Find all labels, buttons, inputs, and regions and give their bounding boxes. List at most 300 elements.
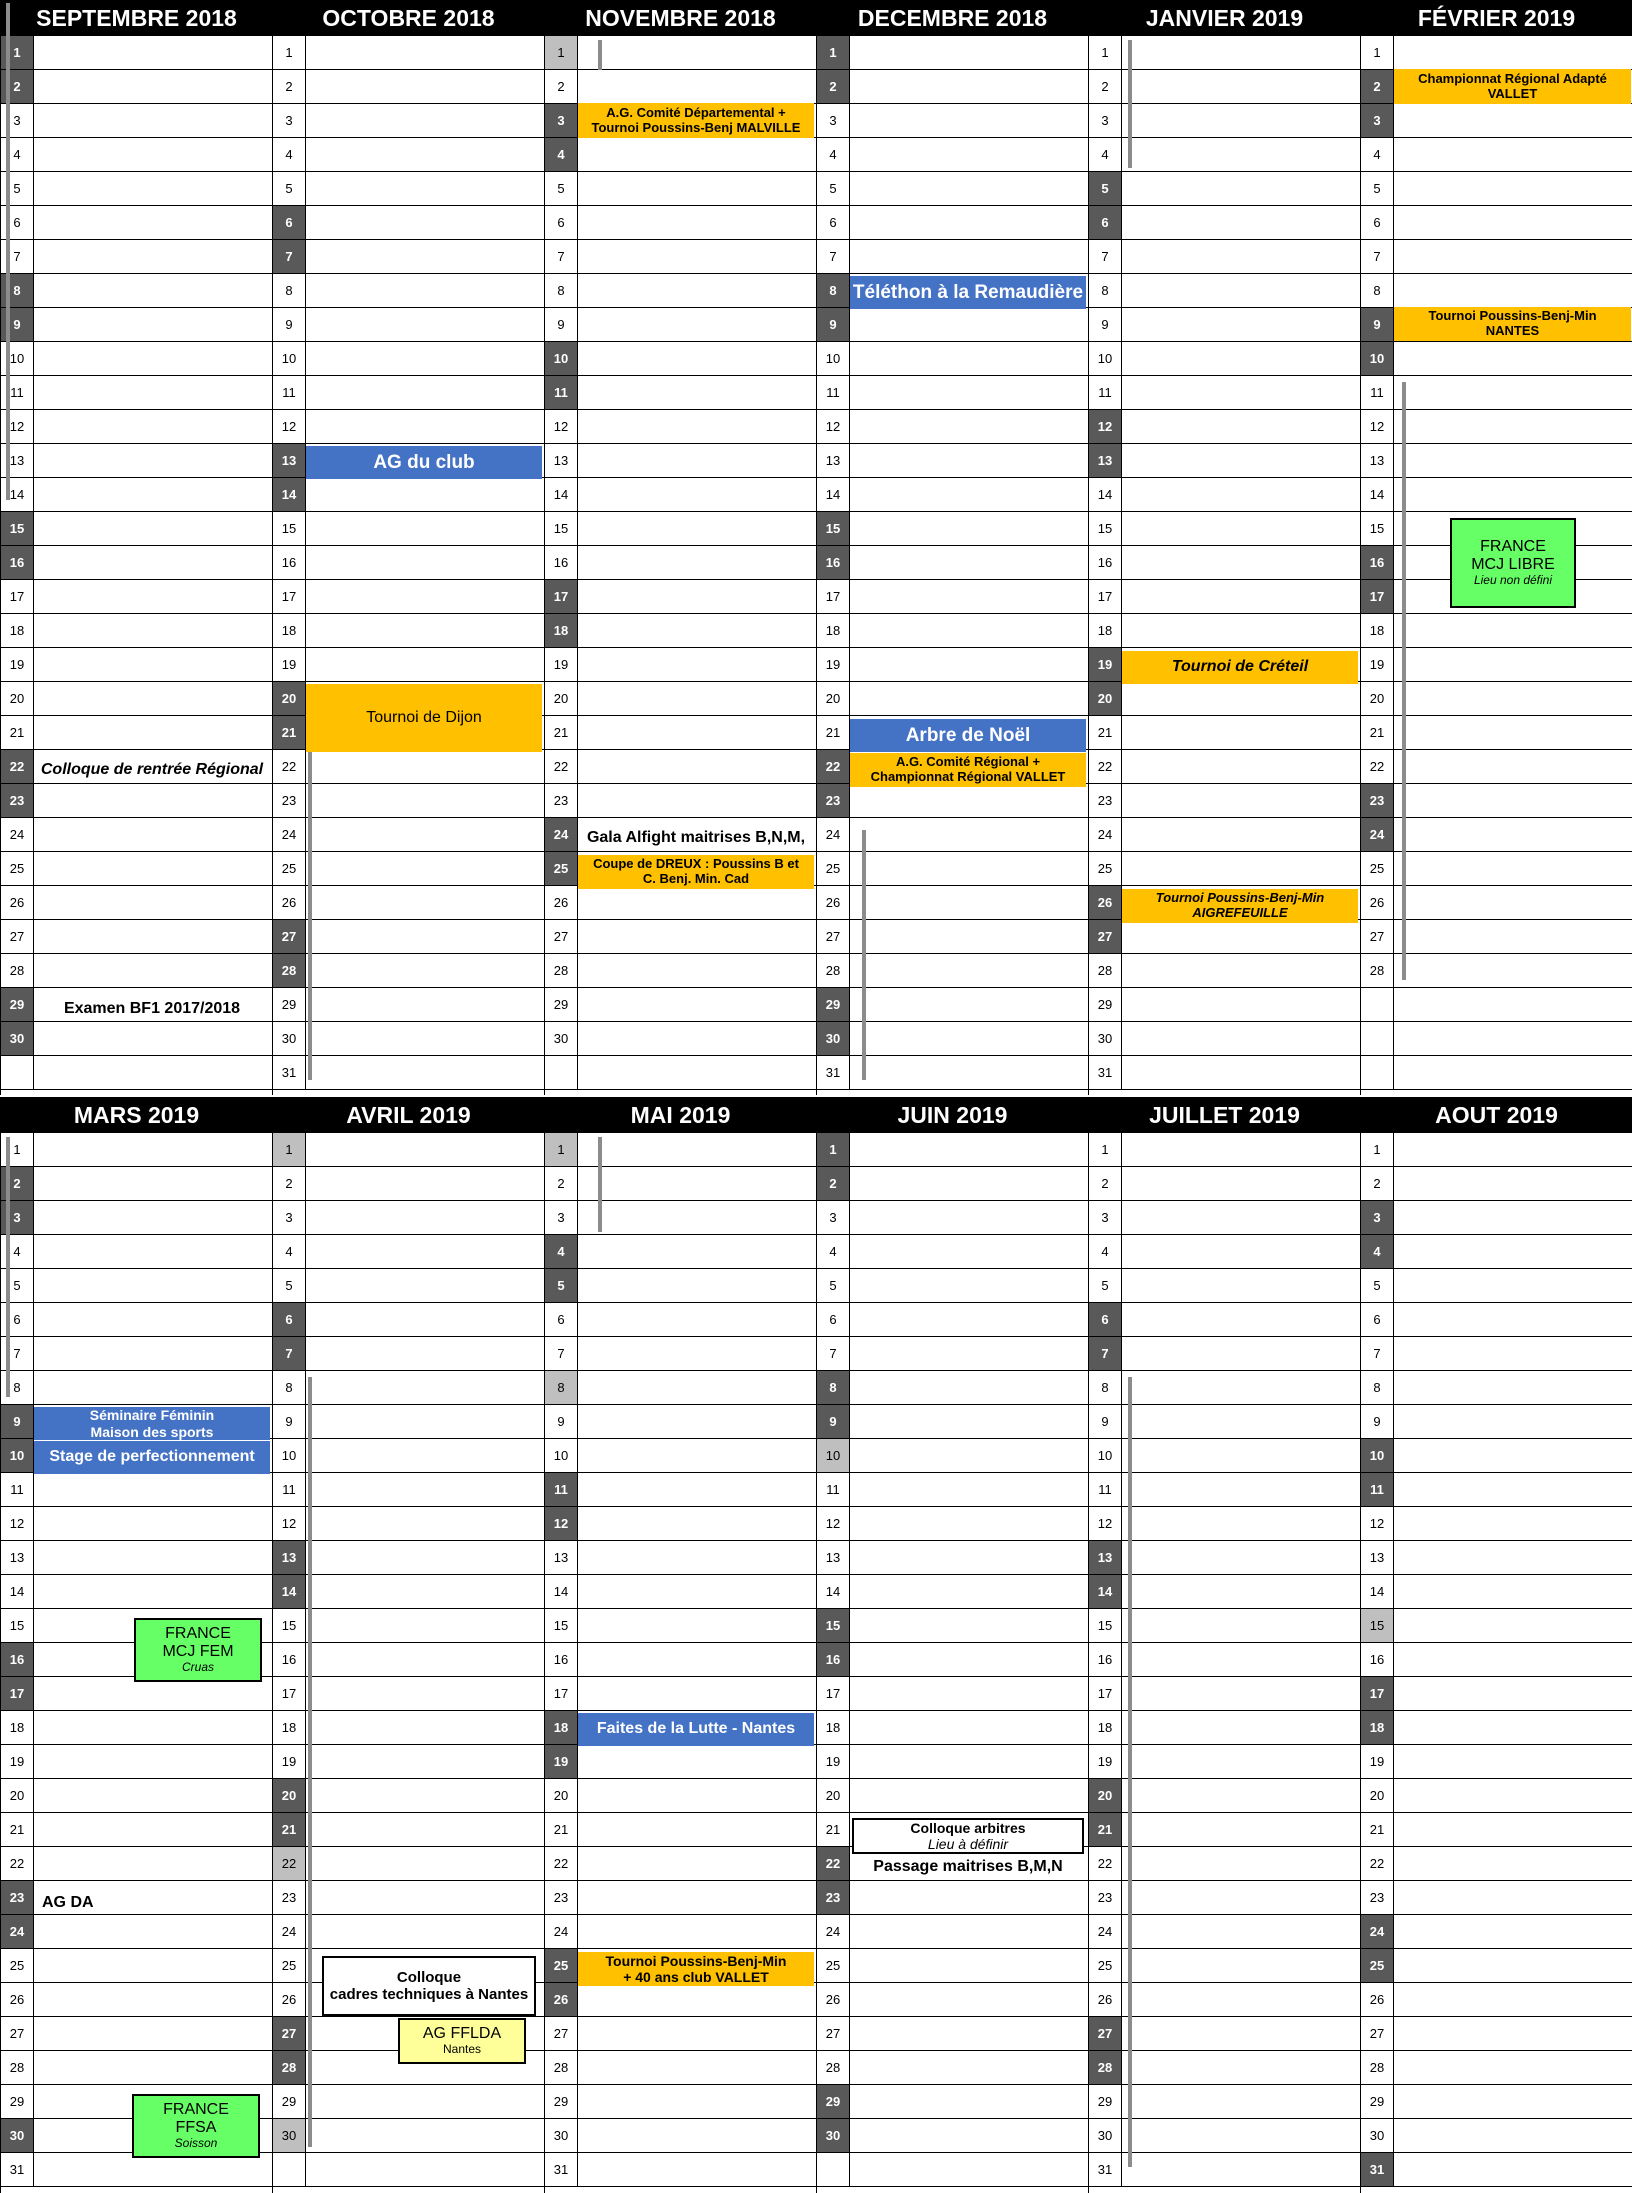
day-row bbox=[1, 308, 272, 342]
day-number: 14 bbox=[273, 478, 306, 511]
day-row bbox=[1361, 1949, 1632, 1983]
day-number: 28 bbox=[1, 954, 34, 987]
day-number: 3 bbox=[1361, 1201, 1394, 1234]
day-number: 1 bbox=[817, 36, 850, 69]
day-number: 25 bbox=[545, 852, 578, 885]
day-number bbox=[1361, 1056, 1394, 1089]
day-number: 23 bbox=[817, 1881, 850, 1914]
day-number: 28 bbox=[1361, 2051, 1394, 2084]
day-number: 4 bbox=[545, 138, 578, 171]
day-row bbox=[817, 1439, 1088, 1473]
day-number: 19 bbox=[273, 648, 306, 681]
day-number: 28 bbox=[545, 954, 578, 987]
event-france-mcj-fem: FRANCE MCJ FEM Cruas bbox=[134, 1618, 262, 1682]
day-number: 24 bbox=[545, 818, 578, 851]
day-number: 29 bbox=[1089, 988, 1122, 1021]
day-row bbox=[1089, 1337, 1360, 1371]
day-row bbox=[1089, 1269, 1360, 1303]
day-row bbox=[1361, 988, 1632, 1022]
day-number: 20 bbox=[545, 1779, 578, 1812]
day-row bbox=[817, 1949, 1088, 1983]
day-row bbox=[545, 1056, 816, 1090]
day-row bbox=[1361, 1983, 1632, 2017]
day-number: 24 bbox=[1, 818, 34, 851]
day-number: 4 bbox=[817, 138, 850, 171]
day-row bbox=[1361, 1167, 1632, 1201]
day-row bbox=[273, 172, 544, 206]
day-number: 11 bbox=[1361, 376, 1394, 409]
day-row bbox=[1361, 1609, 1632, 1643]
event-ag-fflda: AG FFLDA Nantes bbox=[398, 2018, 526, 2064]
day-number: 27 bbox=[273, 920, 306, 953]
day-number: 13 bbox=[545, 1541, 578, 1574]
day-number: 1 bbox=[273, 1133, 306, 1166]
day-number: 3 bbox=[817, 1201, 850, 1234]
day-number: 13 bbox=[817, 444, 850, 477]
day-number: 5 bbox=[545, 1269, 578, 1302]
day-number: 28 bbox=[1089, 2051, 1122, 2084]
day-row bbox=[1, 1779, 272, 1813]
day-row bbox=[1, 342, 272, 376]
month-column bbox=[816, 1097, 1088, 2193]
day-number: 8 bbox=[1089, 1371, 1122, 1404]
day-number: 26 bbox=[1361, 1983, 1394, 2016]
day-number: 16 bbox=[1, 1643, 34, 1676]
day-row bbox=[1089, 308, 1360, 342]
period-bar bbox=[6, 3, 10, 500]
month-column bbox=[544, 1097, 816, 2193]
day-number: 7 bbox=[817, 240, 850, 273]
day-row bbox=[545, 1813, 816, 1847]
month-column bbox=[816, 0, 1088, 1095]
day-number: 21 bbox=[1089, 1813, 1122, 1846]
day-row bbox=[817, 1167, 1088, 1201]
day-row bbox=[817, 682, 1088, 716]
day-number: 27 bbox=[273, 2017, 306, 2050]
day-number: 22 bbox=[273, 1847, 306, 1880]
day-number: 29 bbox=[1361, 2085, 1394, 2118]
day-number: 8 bbox=[545, 274, 578, 307]
month-column bbox=[544, 0, 816, 1095]
day-row bbox=[273, 478, 544, 512]
day-number: 2 bbox=[1361, 1167, 1394, 1200]
event-arbre-noel: Arbre de Noël bbox=[850, 719, 1086, 752]
day-number: 11 bbox=[817, 1473, 850, 1506]
day-number: 7 bbox=[1361, 1337, 1394, 1370]
day-row bbox=[545, 920, 816, 954]
day-row bbox=[1361, 1337, 1632, 1371]
day-row bbox=[1, 70, 272, 104]
day-number bbox=[817, 2153, 850, 2186]
day-number: 10 bbox=[1, 1439, 34, 1472]
day-row bbox=[545, 682, 816, 716]
day-row bbox=[817, 1235, 1088, 1269]
day-number: 23 bbox=[1, 784, 34, 817]
day-number: 19 bbox=[1361, 648, 1394, 681]
day-row bbox=[1361, 206, 1632, 240]
day-row bbox=[273, 1881, 544, 1915]
day-row bbox=[817, 1541, 1088, 1575]
day-number: 26 bbox=[1, 1983, 34, 2016]
day-number: 19 bbox=[817, 1745, 850, 1778]
day-row bbox=[817, 172, 1088, 206]
day-row bbox=[1, 682, 272, 716]
day-number: 26 bbox=[1361, 886, 1394, 919]
day-row bbox=[1361, 1473, 1632, 1507]
day-number: 24 bbox=[273, 818, 306, 851]
day-number: 3 bbox=[273, 1201, 306, 1234]
day-number: 6 bbox=[273, 206, 306, 239]
day-number: 15 bbox=[273, 512, 306, 545]
day-row bbox=[817, 954, 1088, 988]
day-row bbox=[545, 1439, 816, 1473]
day-number: 16 bbox=[1, 546, 34, 579]
day-row bbox=[1089, 580, 1360, 614]
day-number: 22 bbox=[1, 750, 34, 783]
event-colloque-arbitres: Colloque arbitres Lieu à définir bbox=[852, 1818, 1084, 1854]
event-ag-da: AG DA bbox=[42, 1893, 94, 1911]
day-number: 8 bbox=[273, 1371, 306, 1404]
day-row bbox=[545, 2051, 816, 2085]
day-number: 29 bbox=[1, 988, 34, 1021]
day-row bbox=[817, 1711, 1088, 1745]
day-row bbox=[273, 1371, 544, 1405]
day-row bbox=[1089, 1133, 1360, 1167]
day-number: 1 bbox=[545, 36, 578, 69]
day-number: 13 bbox=[273, 444, 306, 477]
day-row bbox=[545, 36, 816, 70]
day-number: 19 bbox=[1089, 1745, 1122, 1778]
day-number: 9 bbox=[1361, 308, 1394, 341]
day-row bbox=[545, 1337, 816, 1371]
day-row bbox=[1, 1745, 272, 1779]
day-number: 28 bbox=[273, 2051, 306, 2084]
day-row bbox=[1361, 2119, 1632, 2153]
day-number: 6 bbox=[545, 206, 578, 239]
day-row bbox=[273, 1779, 544, 1813]
day-row bbox=[1089, 1056, 1360, 1090]
day-row bbox=[1361, 1847, 1632, 1881]
month-title: OCTOBRE 2018 bbox=[273, 0, 544, 36]
day-number: 5 bbox=[273, 172, 306, 205]
day-row bbox=[1, 852, 272, 886]
day-number: 5 bbox=[545, 172, 578, 205]
month-title: AVRIL 2019 bbox=[273, 1097, 544, 1133]
day-row bbox=[1361, 1439, 1632, 1473]
day-number: 17 bbox=[1089, 1677, 1122, 1710]
day-row bbox=[545, 1643, 816, 1677]
day-number: 7 bbox=[1089, 1337, 1122, 1370]
day-number: 20 bbox=[1, 682, 34, 715]
day-number: 11 bbox=[545, 376, 578, 409]
day-row bbox=[1, 716, 272, 750]
day-row bbox=[1361, 1643, 1632, 1677]
event-france-ffsa: FRANCE FFSA Soisson bbox=[132, 2094, 260, 2158]
day-number: 6 bbox=[1361, 206, 1394, 239]
day-number: 13 bbox=[817, 1541, 850, 1574]
day-row bbox=[817, 36, 1088, 70]
day-row bbox=[1089, 546, 1360, 580]
day-row bbox=[1361, 1541, 1632, 1575]
event-championnat-adapte: Championnat Régional Adapté VALLET bbox=[1394, 69, 1631, 104]
day-row bbox=[273, 512, 544, 546]
day-row bbox=[545, 1303, 816, 1337]
day-number: 2 bbox=[545, 1167, 578, 1200]
day-row bbox=[545, 1269, 816, 1303]
day-number: 12 bbox=[273, 1507, 306, 1540]
day-number: 23 bbox=[1361, 1881, 1394, 1914]
day-number: 9 bbox=[817, 1405, 850, 1438]
day-row bbox=[545, 1915, 816, 1949]
day-number: 8 bbox=[273, 274, 306, 307]
day-number: 8 bbox=[1361, 274, 1394, 307]
day-number: 5 bbox=[273, 1269, 306, 1302]
day-number: 27 bbox=[1361, 920, 1394, 953]
day-row bbox=[273, 886, 544, 920]
day-row bbox=[1, 512, 272, 546]
day-row bbox=[817, 70, 1088, 104]
month-title: MARS 2019 bbox=[1, 1097, 272, 1133]
day-number: 1 bbox=[1361, 1133, 1394, 1166]
event-faites-lutte: Faites de la Lutte - Nantes bbox=[578, 1713, 814, 1746]
day-number: 14 bbox=[817, 478, 850, 511]
day-number: 30 bbox=[1361, 2119, 1394, 2152]
day-row bbox=[545, 1507, 816, 1541]
event-seminaire-feminin: Séminaire Féminin Maison des sports bbox=[34, 1407, 270, 1440]
day-number: 14 bbox=[1, 1575, 34, 1608]
day-number: 17 bbox=[545, 580, 578, 613]
month-title: MAI 2019 bbox=[545, 1097, 816, 1133]
day-row bbox=[273, 818, 544, 852]
day-row bbox=[1, 138, 272, 172]
day-number: 30 bbox=[1, 2119, 34, 2152]
day-number: 7 bbox=[817, 1337, 850, 1370]
day-number: 9 bbox=[817, 308, 850, 341]
month-title: DECEMBRE 2018 bbox=[817, 0, 1088, 36]
day-number: 2 bbox=[1, 70, 34, 103]
day-number: 8 bbox=[817, 1371, 850, 1404]
day-row bbox=[545, 1133, 816, 1167]
day-number: 17 bbox=[1361, 1677, 1394, 1710]
day-number: 19 bbox=[1, 648, 34, 681]
day-row bbox=[1, 1133, 272, 1167]
day-number: 12 bbox=[1, 1507, 34, 1540]
day-number: 31 bbox=[273, 1056, 306, 1089]
day-number: 12 bbox=[273, 410, 306, 443]
day-number bbox=[1, 1056, 34, 1089]
day-number: 11 bbox=[273, 1473, 306, 1506]
day-row bbox=[273, 70, 544, 104]
day-row bbox=[545, 2017, 816, 2051]
day-number: 14 bbox=[1089, 1575, 1122, 1608]
day-number: 9 bbox=[1089, 1405, 1122, 1438]
day-row bbox=[1, 648, 272, 682]
day-number: 13 bbox=[545, 444, 578, 477]
day-row bbox=[1, 206, 272, 240]
event-ag-comite-regional: A.G. Comité Régional + Championnat Régional VALLET bbox=[850, 753, 1086, 787]
day-number: 25 bbox=[817, 852, 850, 885]
day-row bbox=[1, 954, 272, 988]
day-number: 27 bbox=[1, 2017, 34, 2050]
day-row bbox=[273, 1439, 544, 1473]
day-number: 16 bbox=[1089, 546, 1122, 579]
day-row bbox=[1, 886, 272, 920]
day-number: 18 bbox=[1, 614, 34, 647]
day-row bbox=[1, 1541, 272, 1575]
day-row bbox=[1, 2153, 272, 2187]
day-number: 26 bbox=[1089, 1983, 1122, 2016]
day-row bbox=[817, 1881, 1088, 1915]
day-row bbox=[1, 376, 272, 410]
day-row bbox=[273, 784, 544, 818]
day-number: 12 bbox=[1089, 410, 1122, 443]
day-number: 30 bbox=[817, 2119, 850, 2152]
day-number: 9 bbox=[273, 1405, 306, 1438]
day-row bbox=[273, 410, 544, 444]
day-number: 3 bbox=[1089, 104, 1122, 137]
day-number: 28 bbox=[817, 954, 850, 987]
day-row bbox=[1, 784, 272, 818]
day-number: 25 bbox=[1361, 852, 1394, 885]
day-row bbox=[817, 1269, 1088, 1303]
day-number: 20 bbox=[1361, 682, 1394, 715]
day-row bbox=[817, 852, 1088, 886]
day-row bbox=[817, 1056, 1088, 1090]
day-row bbox=[817, 1915, 1088, 1949]
day-number: 7 bbox=[545, 1337, 578, 1370]
day-row bbox=[1361, 1235, 1632, 1269]
day-row bbox=[817, 478, 1088, 512]
day-number: 3 bbox=[1089, 1201, 1122, 1234]
day-row bbox=[817, 1337, 1088, 1371]
day-row bbox=[1, 172, 272, 206]
day-number: 16 bbox=[545, 546, 578, 579]
day-number: 18 bbox=[1089, 614, 1122, 647]
day-row bbox=[817, 1745, 1088, 1779]
day-row bbox=[545, 648, 816, 682]
day-row bbox=[545, 2153, 816, 2187]
day-number: 23 bbox=[273, 784, 306, 817]
day-number: 21 bbox=[1089, 716, 1122, 749]
day-number: 25 bbox=[1, 1949, 34, 1982]
day-row bbox=[1361, 138, 1632, 172]
day-number: 10 bbox=[273, 1439, 306, 1472]
day-row bbox=[1, 104, 272, 138]
day-row bbox=[273, 1847, 544, 1881]
day-number: 23 bbox=[545, 784, 578, 817]
day-number: 17 bbox=[273, 580, 306, 613]
day-row bbox=[273, 1201, 544, 1235]
day-number: 24 bbox=[1361, 818, 1394, 851]
day-row bbox=[1089, 206, 1360, 240]
day-row bbox=[817, 648, 1088, 682]
day-row bbox=[273, 36, 544, 70]
day-row bbox=[1361, 1881, 1632, 1915]
day-number: 13 bbox=[1361, 444, 1394, 477]
day-number: 28 bbox=[273, 954, 306, 987]
day-number: 15 bbox=[817, 512, 850, 545]
day-number: 26 bbox=[817, 1983, 850, 2016]
month-title: NOVEMBRE 2018 bbox=[545, 0, 816, 36]
day-row bbox=[1361, 1779, 1632, 1813]
day-row bbox=[1089, 852, 1360, 886]
day-number: 8 bbox=[817, 274, 850, 307]
day-number: 10 bbox=[545, 1439, 578, 1472]
day-row bbox=[1, 580, 272, 614]
day-row bbox=[817, 546, 1088, 580]
day-row bbox=[273, 1056, 544, 1090]
day-number: 3 bbox=[1, 1201, 34, 1234]
day-row bbox=[1089, 1022, 1360, 1056]
month-title: AOUT 2019 bbox=[1361, 1097, 1632, 1133]
day-number: 23 bbox=[1089, 1881, 1122, 1914]
day-number: 2 bbox=[1089, 1167, 1122, 1200]
day-number: 28 bbox=[1089, 954, 1122, 987]
day-row bbox=[817, 206, 1088, 240]
day-number: 21 bbox=[817, 716, 850, 749]
day-number: 21 bbox=[1, 716, 34, 749]
day-row bbox=[817, 1022, 1088, 1056]
day-number: 26 bbox=[1089, 886, 1122, 919]
day-row bbox=[1361, 1371, 1632, 1405]
day-number: 15 bbox=[1361, 1609, 1394, 1642]
day-row bbox=[1, 1711, 272, 1745]
day-row bbox=[1361, 1915, 1632, 1949]
day-row bbox=[1, 1473, 272, 1507]
day-row bbox=[545, 444, 816, 478]
day-row bbox=[817, 1303, 1088, 1337]
day-number: 14 bbox=[1089, 478, 1122, 511]
day-number: 22 bbox=[817, 1847, 850, 1880]
day-number: 1 bbox=[545, 1133, 578, 1166]
day-row bbox=[273, 852, 544, 886]
day-row bbox=[545, 1779, 816, 1813]
day-number: 28 bbox=[545, 2051, 578, 2084]
day-number: 11 bbox=[1, 376, 34, 409]
day-row bbox=[1, 1813, 272, 1847]
event-colloque-cadres: Colloque cadres techniques à Nantes bbox=[322, 1956, 536, 2016]
day-number: 31 bbox=[1, 2153, 34, 2186]
day-number: 9 bbox=[1361, 1405, 1394, 1438]
period-bar bbox=[598, 1137, 602, 1232]
day-row bbox=[545, 580, 816, 614]
day-number: 30 bbox=[1, 1022, 34, 1055]
day-number: 25 bbox=[273, 852, 306, 885]
day-row bbox=[273, 546, 544, 580]
day-row bbox=[273, 2153, 544, 2187]
day-row bbox=[1361, 1813, 1632, 1847]
day-row bbox=[1, 614, 272, 648]
day-number: 14 bbox=[817, 1575, 850, 1608]
day-row bbox=[1361, 36, 1632, 70]
day-number: 29 bbox=[273, 2085, 306, 2118]
event-telethon: Téléthon à la Remaudière bbox=[850, 276, 1086, 309]
day-number: 22 bbox=[1, 1847, 34, 1880]
day-row bbox=[1, 478, 272, 512]
day-number: 22 bbox=[1089, 1847, 1122, 1880]
day-row bbox=[545, 784, 816, 818]
day-number: 23 bbox=[1089, 784, 1122, 817]
day-number: 13 bbox=[1089, 444, 1122, 477]
day-number: 3 bbox=[817, 104, 850, 137]
day-row bbox=[273, 2085, 544, 2119]
day-row bbox=[273, 1609, 544, 1643]
day-number: 26 bbox=[1, 886, 34, 919]
day-row bbox=[273, 240, 544, 274]
day-number: 2 bbox=[545, 70, 578, 103]
day-row bbox=[817, 988, 1088, 1022]
day-row bbox=[545, 1983, 816, 2017]
